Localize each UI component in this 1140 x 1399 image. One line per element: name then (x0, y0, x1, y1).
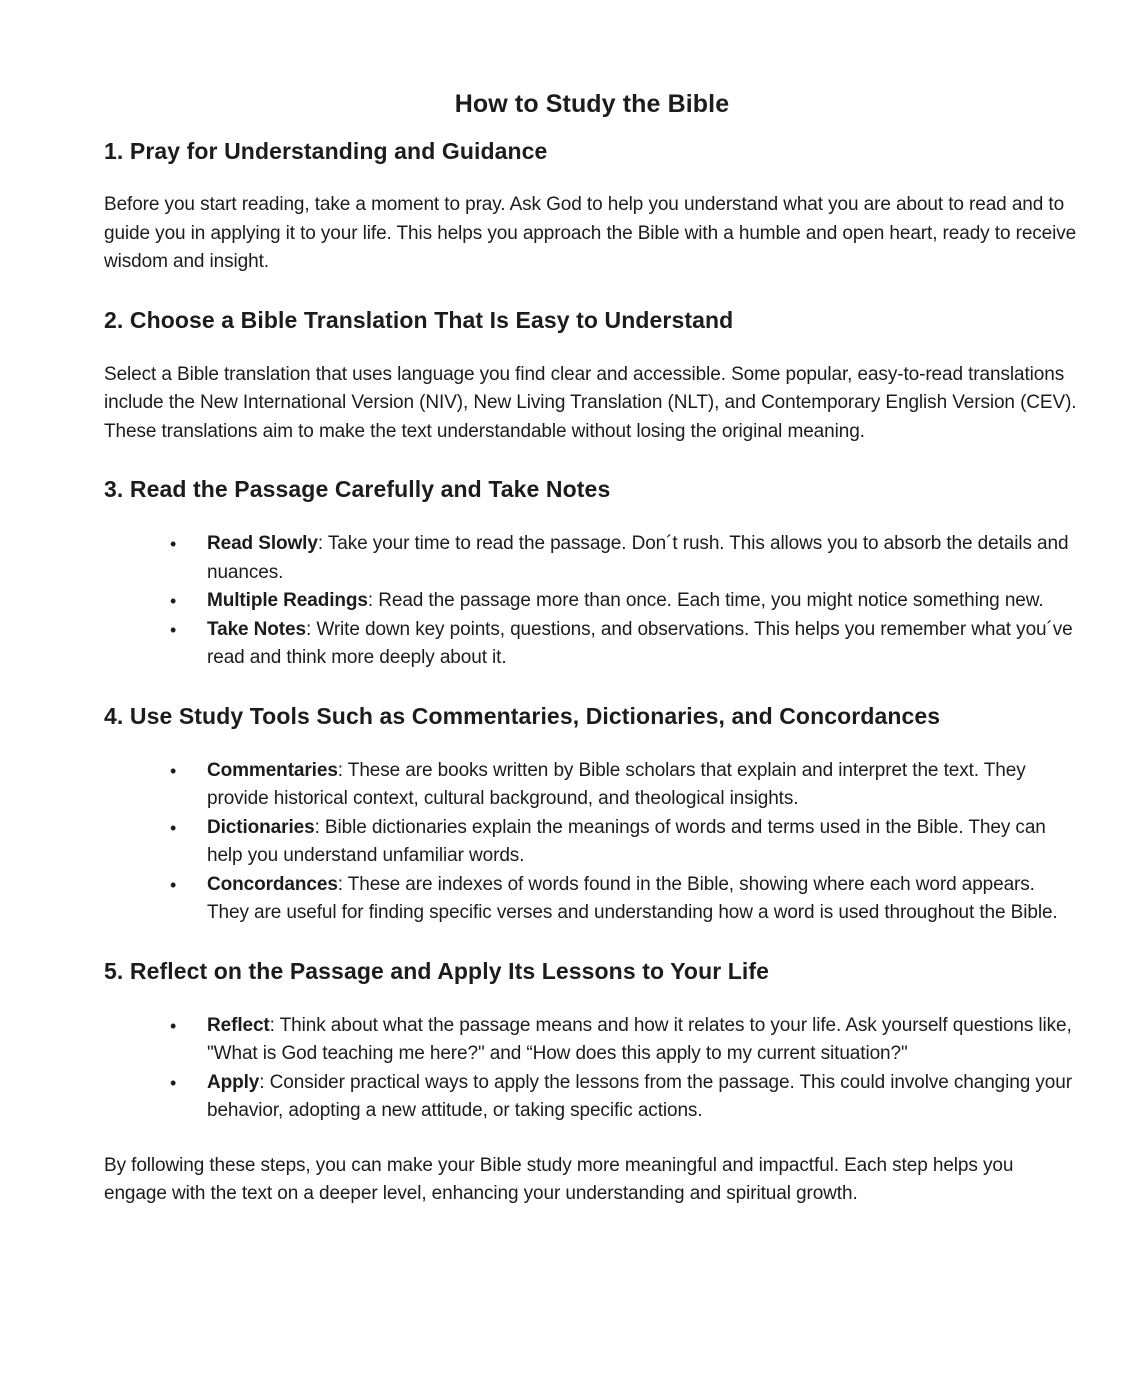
list-item-term: Commentaries (207, 759, 338, 781)
list-item (104, 616, 1080, 673)
section-2-paragraph: Select a Bible translation that uses language you find clear and accessible. Some popular, easy-to-read translations include the New International Version (NIV), New Living Translation (NLT), and Contemporary English Version (CEV). These translations aim to make the text understandable without losing the original meaning. (104, 363, 1077, 442)
bullet-icon: • (170, 619, 177, 640)
section-4-list (104, 757, 1080, 928)
section-1-paragraph: Before you start reading, take a moment to pray. Ask God to help you understand what you are about to read and to guide you in applying it to your life. This helps you approach the Bible with a humble and open heart, ready to receive wisdom and insight. (104, 194, 1077, 272)
bullet-icon: • (170, 1015, 177, 1036)
document-title: How to Study the Bible (454, 90, 730, 118)
list-item-term: Read Slowly (207, 533, 318, 554)
bullet-icon: • (170, 591, 177, 611)
list-item-text: : Bible dictionaries explain the meanings of words and terms used in the Bible. They can help you understand unfamiliar words. (207, 816, 1046, 866)
list-item-text: : Read the passage more than once. Each time, you might notice something new. (367, 590, 1044, 611)
list-item (104, 757, 1080, 814)
bullet-icon: • (170, 760, 177, 781)
list-item-term: Apply (207, 1071, 260, 1093)
list-item-text: : These are books written by Bible scholars that explain and interpret the text. They provide historical context, cultural background, and theological insights. (207, 759, 1026, 809)
bullet-icon: • (170, 1072, 177, 1093)
document-page (104, 86, 1080, 1209)
bullet-icon: • (170, 874, 177, 895)
list-item-text: : Think about what the passage means and how it relates to your life. Ask yourself questions like, "What is God teaching me here?" and “How does this apply to my current situation?" (207, 1014, 1072, 1064)
list-item-term: Reflect (207, 1014, 270, 1036)
list-item-term: Take Notes (207, 618, 306, 640)
list-item (104, 587, 1080, 616)
list-item-term: Multiple Readings (207, 590, 368, 611)
list-item (104, 530, 1080, 587)
list-item (104, 871, 1080, 928)
section-heading-2: 2. Choose a Bible Translation That Is Easy to Understand (104, 306, 734, 333)
conclusion-paragraph: By following these steps, you can make your Bible study more meaningful and impactful. Each step helps you engage with the text on a deeper level, enhancing your understanding and spiritual growth. (104, 1154, 1014, 1204)
section-heading-1: 1. Pray for Understanding and Guidance (104, 138, 548, 164)
bullet-icon: • (170, 534, 177, 554)
list-item-term: Concordances (207, 873, 338, 895)
section-5-list (104, 1012, 1080, 1126)
list-item-text: : Consider practical ways to apply the lessons from the passage. This could involve changing your behavior, adopting a new attitude, or taking specific actions. (207, 1071, 1072, 1121)
list-item-text: : Take your time to read the passage. Don´t rush. This allows you to absorb the details and nuances. (207, 533, 1069, 583)
section-heading-5: 5. Reflect on the Passage and Apply Its Lessons to Your Life (104, 957, 770, 984)
list-item (104, 1012, 1080, 1069)
list-item (104, 814, 1080, 871)
list-item (104, 1069, 1080, 1126)
list-item-text: : These are indexes of words found in the Bible, showing where each word appears. They are useful for finding specific verses and understanding how a word is used throughout the Bible. (207, 873, 1058, 923)
section-3-list (104, 530, 1080, 673)
section-heading-4: 4. Use Study Tools Such as Commentaries, Dictionaries, and Concordances (104, 702, 941, 729)
section-heading-3: 3. Read the Passage Carefully and Take Notes (104, 476, 611, 502)
bullet-icon: • (170, 817, 177, 838)
list-item-text: : Write down key points, questions, and observations. This helps you remember what you´ve read and think more deeply about it. (207, 618, 1073, 668)
list-item-term: Dictionaries (207, 816, 315, 838)
